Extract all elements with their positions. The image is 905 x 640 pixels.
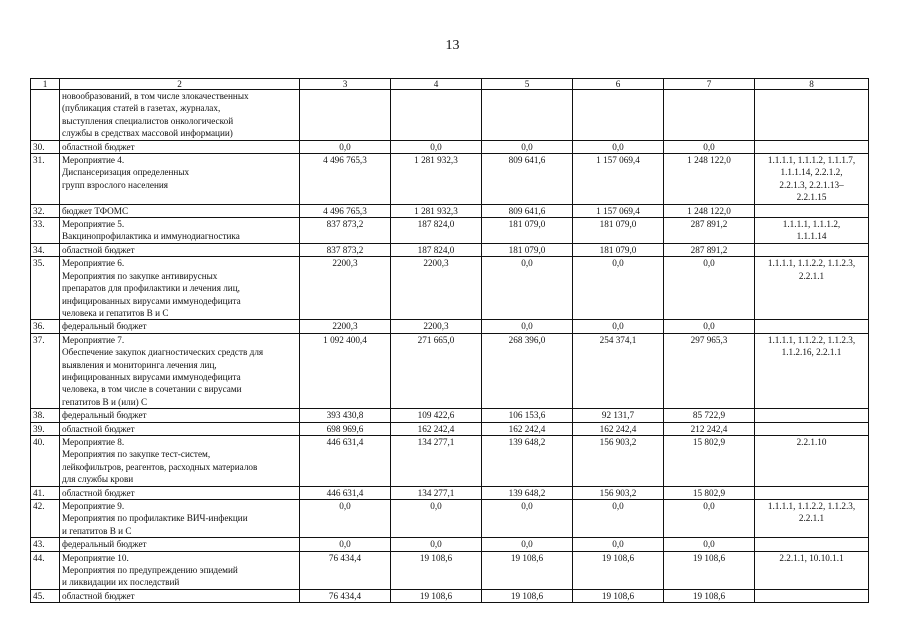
reference-codes: 1.1.1.1, 1.1.2.2, 1.1.2.3, 2.2.1.1 [755,257,869,320]
value-col7: 15 802,9 [664,486,755,499]
value-col4: 19 108,6 [391,589,482,602]
value-col4: 1 281 932,3 [391,204,482,217]
value-col5: 0,0 [482,257,573,320]
table-row [31,435,869,486]
item-name: Мероприятие 7. Обеспечение закупок диагностических средств для выявления и мониторинга лечения лиц, инфицированных вирусами иммунодефицита человека, в том числе в сочетании с вирусами гепатитов В и (или) С [60,333,300,408]
value-col4: 134 277,1 [391,435,482,486]
column-header: 7 [664,79,755,90]
value-col3: 76 434,4 [300,589,391,602]
table-row [31,589,869,602]
item-name: Мероприятие 4. Диспансеризация определенных групп взрослого населения [60,154,300,205]
row-number: 38. [31,409,60,422]
value-col4: 271 665,0 [391,333,482,408]
value-col7: 287 891,2 [664,218,755,244]
row-number: 36. [31,320,60,333]
value-col3: 76 434,4 [300,551,391,589]
value-col7: 0,0 [664,257,755,320]
value-col7: 1 248 122,0 [664,204,755,217]
value-col6: 1 157 069,4 [573,204,664,217]
table-row [31,218,869,244]
reference-codes: 1.1.1.1, 1.1.1.2, 1.1.1.14 [755,218,869,244]
value-col4: 2200,3 [391,320,482,333]
value-col5: 0,0 [482,320,573,333]
table-row [31,500,869,538]
value-col5: 106 153,6 [482,409,573,422]
item-name: Мероприятие 9. Мероприятия по профилактике ВИЧ-инфекции и гепатитов В и С [60,500,300,538]
row-number: 32. [31,204,60,217]
reference-codes [755,409,869,422]
item-name: Мероприятие 8. Мероприятия по закупке тест-систем, лейкофильтров, реагентов, расходных материалов для службы крови [60,435,300,486]
item-name: областной бюджет [60,140,300,153]
value-col4: 109 422,6 [391,409,482,422]
column-header: 1 [31,79,60,90]
value-col6: 156 903,2 [573,435,664,486]
item-name: федеральный бюджет [60,538,300,551]
value-col3: 393 430,8 [300,409,391,422]
value-col4: 0,0 [391,140,482,153]
row-number: 40. [31,435,60,486]
budget-table [30,78,869,603]
row-number [31,90,60,141]
reference-codes [755,320,869,333]
item-name: Мероприятие 5. Вакцинопрофилактика и иммунодиагностика [60,218,300,244]
value-col7: 297 965,3 [664,333,755,408]
value-col3 [300,90,391,141]
value-col7: 15 802,9 [664,435,755,486]
reference-codes: 1.1.1.1, 1.1.1.2, 1.1.1.7, 1.1.1.14, 2.2.1.2, 2.2.1.3, 2.2.1.13– 2.2.1.15 [755,154,869,205]
value-col3: 837 873,2 [300,218,391,244]
value-col5: 809 641,6 [482,154,573,205]
table-row [31,551,869,589]
row-number: 37. [31,333,60,408]
value-col7: 85 722,9 [664,409,755,422]
table-row [31,333,869,408]
item-name: федеральный бюджет [60,320,300,333]
reference-codes: 1.1.1.1, 1.1.2.2, 1.1.2.3, 1.1.2.16, 2.2.1.1 [755,333,869,408]
value-col4: 187 824,0 [391,243,482,256]
value-col4 [391,90,482,141]
value-col7: 19 108,6 [664,551,755,589]
value-col6: 254 374,1 [573,333,664,408]
row-number: 33. [31,218,60,244]
value-col7: 0,0 [664,538,755,551]
value-col5: 0,0 [482,140,573,153]
column-header: 5 [482,79,573,90]
table-row [31,154,869,205]
value-col3: 446 631,4 [300,486,391,499]
value-col5: 809 641,6 [482,204,573,217]
value-col6: 0,0 [573,500,664,538]
value-col3: 0,0 [300,140,391,153]
table-row [31,538,869,551]
table-row [31,243,869,256]
value-col4: 0,0 [391,538,482,551]
value-col6: 156 903,2 [573,486,664,499]
reference-codes [755,422,869,435]
column-number-row [31,79,869,90]
row-number: 45. [31,589,60,602]
value-col3: 4 496 765,3 [300,204,391,217]
value-col6: 181 079,0 [573,243,664,256]
reference-codes [755,538,869,551]
column-header: 2 [60,79,300,90]
row-number: 43. [31,538,60,551]
value-col4: 0,0 [391,500,482,538]
value-col7 [664,90,755,141]
row-number: 35. [31,257,60,320]
item-name: бюджет ТФОМС [60,204,300,217]
value-col6 [573,90,664,141]
value-col3: 1 092 400,4 [300,333,391,408]
column-header: 4 [391,79,482,90]
value-col5: 19 108,6 [482,589,573,602]
value-col4: 1 281 932,3 [391,154,482,205]
item-name: областной бюджет [60,243,300,256]
value-col4: 162 242,4 [391,422,482,435]
table-row [31,409,869,422]
table-row [31,257,869,320]
value-col7: 19 108,6 [664,589,755,602]
row-number: 31. [31,154,60,205]
reference-codes: 2.2.1.1, 10.10.1.1 [755,551,869,589]
value-col3: 2200,3 [300,320,391,333]
reference-codes [755,243,869,256]
value-col5 [482,90,573,141]
item-name: Мероприятие 6. Мероприятия по закупке антивирусных препаратов для профилактики и лечения лиц, инфицированных вирусами иммунодефицита человека и гепатитов В и С [60,257,300,320]
item-name: областной бюджет [60,589,300,602]
value-col5: 268 396,0 [482,333,573,408]
value-col6: 162 242,4 [573,422,664,435]
value-col6: 0,0 [573,538,664,551]
reference-codes [755,486,869,499]
row-number: 39. [31,422,60,435]
item-name: областной бюджет [60,486,300,499]
value-col7: 0,0 [664,320,755,333]
table-row [31,320,869,333]
value-col6: 0,0 [573,257,664,320]
value-col4: 187 824,0 [391,218,482,244]
value-col7: 212 242,4 [664,422,755,435]
reference-codes [755,140,869,153]
value-col6: 1 157 069,4 [573,154,664,205]
row-number: 41. [31,486,60,499]
table-row [31,486,869,499]
row-number: 42. [31,500,60,538]
column-header: 6 [573,79,664,90]
value-col3: 0,0 [300,500,391,538]
value-col6: 19 108,6 [573,551,664,589]
value-col7: 287 891,2 [664,243,755,256]
reference-codes [755,589,869,602]
value-col5: 139 648,2 [482,486,573,499]
reference-codes: 1.1.1.1, 1.1.2.2, 1.1.2.3, 2.2.1.1 [755,500,869,538]
page-number: 13 [445,38,460,53]
item-name: федеральный бюджет [60,409,300,422]
value-col7: 1 248 122,0 [664,154,755,205]
column-header: 3 [300,79,391,90]
table-row [31,90,869,141]
item-name: Мероприятие 10. Мероприятия по предупреждению эпидемий и ликвидации их последствий [60,551,300,589]
row-number: 30. [31,140,60,153]
row-number: 44. [31,551,60,589]
value-col6: 0,0 [573,320,664,333]
value-col4: 2200,3 [391,257,482,320]
value-col6: 19 108,6 [573,589,664,602]
value-col3: 698 969,6 [300,422,391,435]
value-col3: 446 631,4 [300,435,391,486]
value-col5: 0,0 [482,538,573,551]
row-number: 34. [31,243,60,256]
table-row [31,422,869,435]
reference-codes [755,204,869,217]
value-col5: 19 108,6 [482,551,573,589]
value-col3: 0,0 [300,538,391,551]
reference-codes [755,90,869,141]
value-col3: 2200,3 [300,257,391,320]
value-col7: 0,0 [664,140,755,153]
value-col4: 19 108,6 [391,551,482,589]
item-name: областной бюджет [60,422,300,435]
value-col6: 181 079,0 [573,218,664,244]
column-header: 8 [755,79,869,90]
item-name: новообразований, в том числе злокачественных (публикация статей в газетах, журналах, выступления специалистов онкологической службы в средствах массовой информации) [60,90,300,141]
value-col5: 162 242,4 [482,422,573,435]
table-row [31,140,869,153]
value-col3: 837 873,2 [300,243,391,256]
value-col5: 0,0 [482,500,573,538]
value-col4: 134 277,1 [391,486,482,499]
value-col3: 4 496 765,3 [300,154,391,205]
value-col6: 0,0 [573,140,664,153]
value-col5: 181 079,0 [482,218,573,244]
value-col5: 139 648,2 [482,435,573,486]
value-col5: 181 079,0 [482,243,573,256]
table-row [31,204,869,217]
value-col7: 0,0 [664,500,755,538]
value-col6: 92 131,7 [573,409,664,422]
reference-codes: 2.2.1.10 [755,435,869,486]
